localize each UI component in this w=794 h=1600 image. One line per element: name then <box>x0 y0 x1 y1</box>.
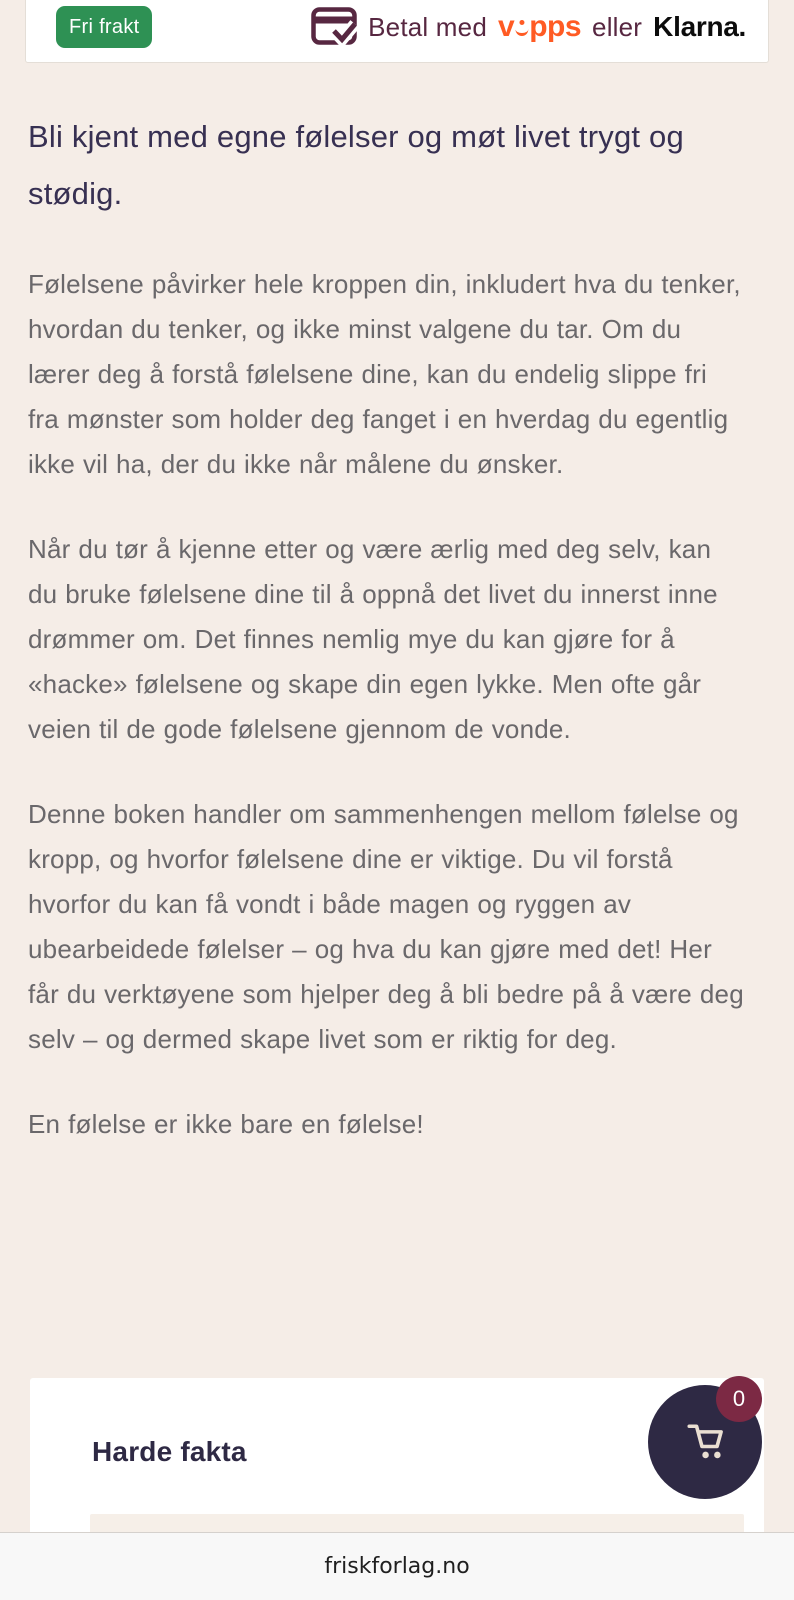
payment-methods <box>311 6 746 48</box>
klarna-logo: Klarna. <box>653 11 746 42</box>
facts-card-title: Harde fakta <box>92 1436 247 1467</box>
cart-icon <box>678 1415 732 1469</box>
betal-med-label: Betal med <box>368 11 487 42</box>
url-text: friskforlag.no <box>324 1554 470 1579</box>
vipps-smiley-icon <box>514 20 529 36</box>
card-check-icon <box>311 6 357 48</box>
article-paragraph-1: Følelsene påvirker hele kroppen din, inkludert hva du tenker, hvordan du tenker, og ikke minst valgene du tar. Om du lærer deg å forstå følelsene dine, kan du endelig slippe fri fra mønster som holder deg fanget i en hverdag du egentlig ikke vil ha, der du ikke når målene du ønsker. <box>28 269 741 479</box>
article-paragraph-2: Når du tør å kjenne etter og være ærlig med deg selv, kan du bruke følelsene dine til å oppnå det livet du innerst inne drømmer om. Det finnes nemlig mye du kan gjøre for å «hacke» følelsene og skape din egen lykke. Men ofte går veien til de gode følelsene gjennom de vonde. <box>28 534 718 744</box>
free-shipping-badge: Fri frakt <box>56 6 152 48</box>
article-paragraph-3: Denne boken handler om sammenhengen mellom følelse og kropp, og hvorfor følelsene dine er viktige. Du vil forstå hvorfor du kan få vondt i både magen og ryggen av ubearbeidede følelser – og hva du kan gjøre med det! Her får du verktøyene som hjelper deg å bli bedre på å være deg selv – og dermed skape livet som er riktig for deg. <box>28 799 744 1054</box>
vipps-logo-prefix: v <box>498 10 515 43</box>
cart-count-badge: 0 <box>716 1376 762 1422</box>
header-bar <box>25 0 769 63</box>
vipps-logo <box>498 10 581 44</box>
vipps-logo-suffix: pps <box>529 10 582 43</box>
eller-label: eller <box>592 11 643 42</box>
article-paragraph-4: En følelse er ikke bare en følelse! <box>28 1109 424 1139</box>
browser-url-bar[interactable] <box>0 1532 794 1600</box>
page-title: Bli kjent med egne følelser og møt livet trygt og stødig. <box>28 119 684 211</box>
cart-button[interactable] <box>648 1385 762 1499</box>
